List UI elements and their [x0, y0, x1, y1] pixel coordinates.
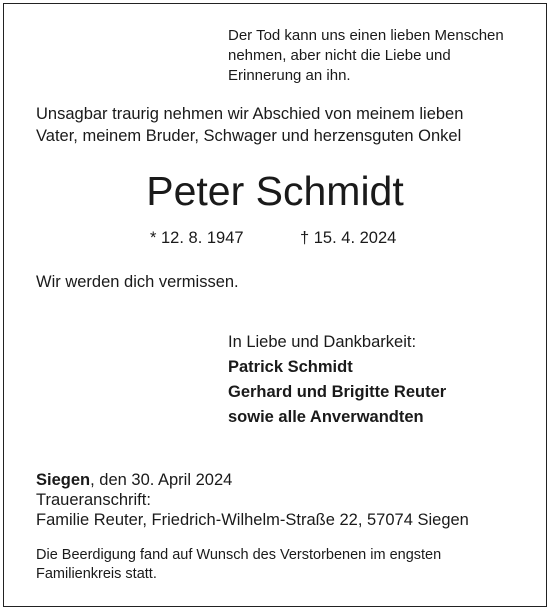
mourner-name: Patrick Schmidt — [228, 358, 353, 376]
date-text: , den 30. April 2024 — [90, 471, 233, 489]
birth-date: * 12. 8. 1947 — [150, 229, 244, 247]
mourners-block — [228, 330, 446, 430]
quote-line: Erinnerung an ihn. — [228, 67, 351, 84]
city: Siegen — [36, 471, 91, 489]
farewell-line: Wir werden dich vermissen. — [36, 273, 239, 291]
quote-line: nehmen, aber nicht die Liebe und — [228, 47, 451, 64]
quote-line: Der Tod kann uns einen lieben Menschen — [228, 27, 504, 44]
note-line: Familienkreis statt. — [36, 566, 157, 582]
intro-line: Vater, meinem Bruder, Schwager und herzensguten Onkel — [36, 127, 462, 145]
note-line: Die Beerdigung fand auf Wunsch des Verstorbenen im engsten — [36, 547, 442, 563]
address-label: Traueranschrift: — [36, 491, 151, 509]
mourner-name: Gerhard und Brigitte Reuter — [228, 383, 447, 401]
place-date — [36, 470, 469, 490]
closing-block — [36, 470, 469, 530]
mourners-heading: In Liebe und Dankbarkeit: — [228, 333, 417, 351]
funeral-note — [36, 546, 514, 584]
mourner-name: sowie alle Anverwandten — [228, 408, 424, 426]
death-date: † 15. 4. 2024 — [300, 229, 397, 247]
intro-line: Unsagbar traurig nehmen wir Abschied von meinem lieben — [36, 105, 464, 123]
memorial-quote — [228, 26, 504, 86]
intro-text — [36, 103, 514, 147]
mourning-address: Familie Reuter, Friedrich-Wilhelm-Straße 22, 57074 Siegen — [36, 511, 469, 529]
deceased-name: Peter Schmidt — [146, 168, 404, 214]
